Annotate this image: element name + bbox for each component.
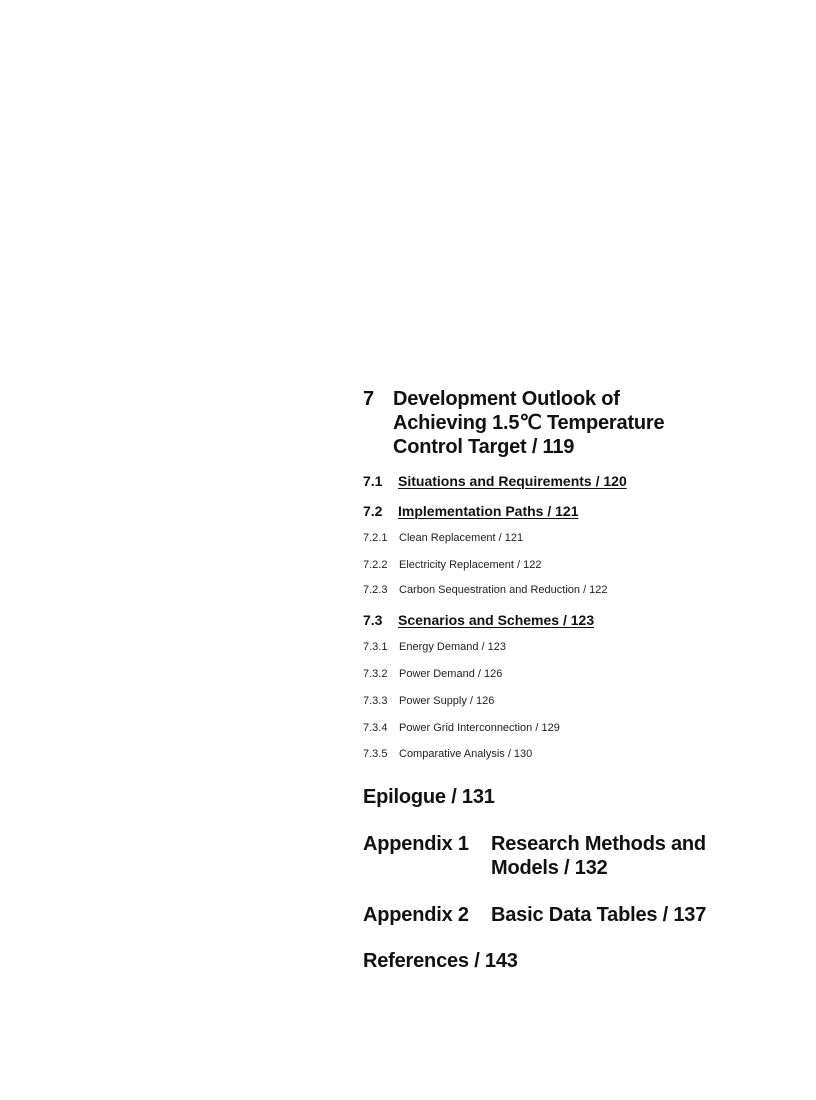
section-number: 7.3 <box>363 612 383 628</box>
toc-subsection-7-3-4[interactable] <box>363 720 783 736</box>
subsection-title: Power Supply / 126 <box>399 695 495 707</box>
appendix-title: Research Methods and Models / 132 <box>491 833 706 879</box>
toc-subsection-7-3-5[interactable] <box>363 746 783 762</box>
toc-subsection-7-3-1[interactable] <box>363 639 783 655</box>
section-title: Situations and Requirements / 120 <box>398 473 627 489</box>
subsection-number: 7.3.4 <box>363 722 388 734</box>
subsection-title: Electricity Replacement / 122 <box>399 559 542 571</box>
subsection-number: 7.2.2 <box>363 559 388 571</box>
toc-epilogue[interactable]: Epilogue / 131 <box>363 786 495 808</box>
appendix-number: Appendix 1 <box>363 833 469 855</box>
toc-section-7-3[interactable] <box>363 612 783 629</box>
subsection-number: 7.2.1 <box>363 532 388 544</box>
toc-section-7-2[interactable] <box>363 503 783 520</box>
subsection-number: 7.3.5 <box>363 748 388 760</box>
appendix-title: Basic Data Tables / 137 <box>491 904 707 926</box>
subsection-number: 7.3.1 <box>363 641 388 653</box>
subsection-title: Comparative Analysis / 130 <box>399 748 533 760</box>
toc-subsection-7-2-2[interactable] <box>363 557 783 573</box>
subsection-title: Power Demand / 126 <box>399 668 503 680</box>
toc-subsection-7-3-2[interactable] <box>363 666 783 682</box>
table-of-contents <box>363 387 783 973</box>
chapter-number: 7 <box>363 388 374 410</box>
toc-section-7-1[interactable] <box>363 473 783 490</box>
subsection-number: 7.3.3 <box>363 695 388 707</box>
subsection-number: 7.2.3 <box>363 584 388 596</box>
section-title: Implementation Paths / 121 <box>398 503 579 519</box>
subsection-number: 7.3.2 <box>363 668 388 680</box>
appendix-number: Appendix 2 <box>363 904 469 926</box>
subsection-title: Carbon Sequestration and Reduction / 122 <box>399 584 608 596</box>
toc-subsection-7-2-1[interactable] <box>363 530 783 546</box>
chapter-title: Development Outlook of Achieving 1.5℃ Temperature Control Target / 119 <box>393 388 665 458</box>
toc-subsection-7-2-3[interactable] <box>363 582 783 598</box>
chapter-heading <box>363 387 783 459</box>
toc-appendix-2[interactable] <box>363 903 783 927</box>
toc-appendix-1[interactable] <box>363 832 783 880</box>
toc-references[interactable]: References / 143 <box>363 950 518 972</box>
section-number: 7.2 <box>363 503 383 519</box>
subsection-title: Clean Replacement / 121 <box>399 532 524 544</box>
section-number: 7.1 <box>363 473 383 489</box>
toc-subsection-7-3-3[interactable] <box>363 693 783 709</box>
subsection-title: Power Grid Interconnection / 129 <box>399 722 560 734</box>
subsection-title: Energy Demand / 123 <box>399 641 507 653</box>
section-title: Scenarios and Schemes / 123 <box>398 612 595 628</box>
